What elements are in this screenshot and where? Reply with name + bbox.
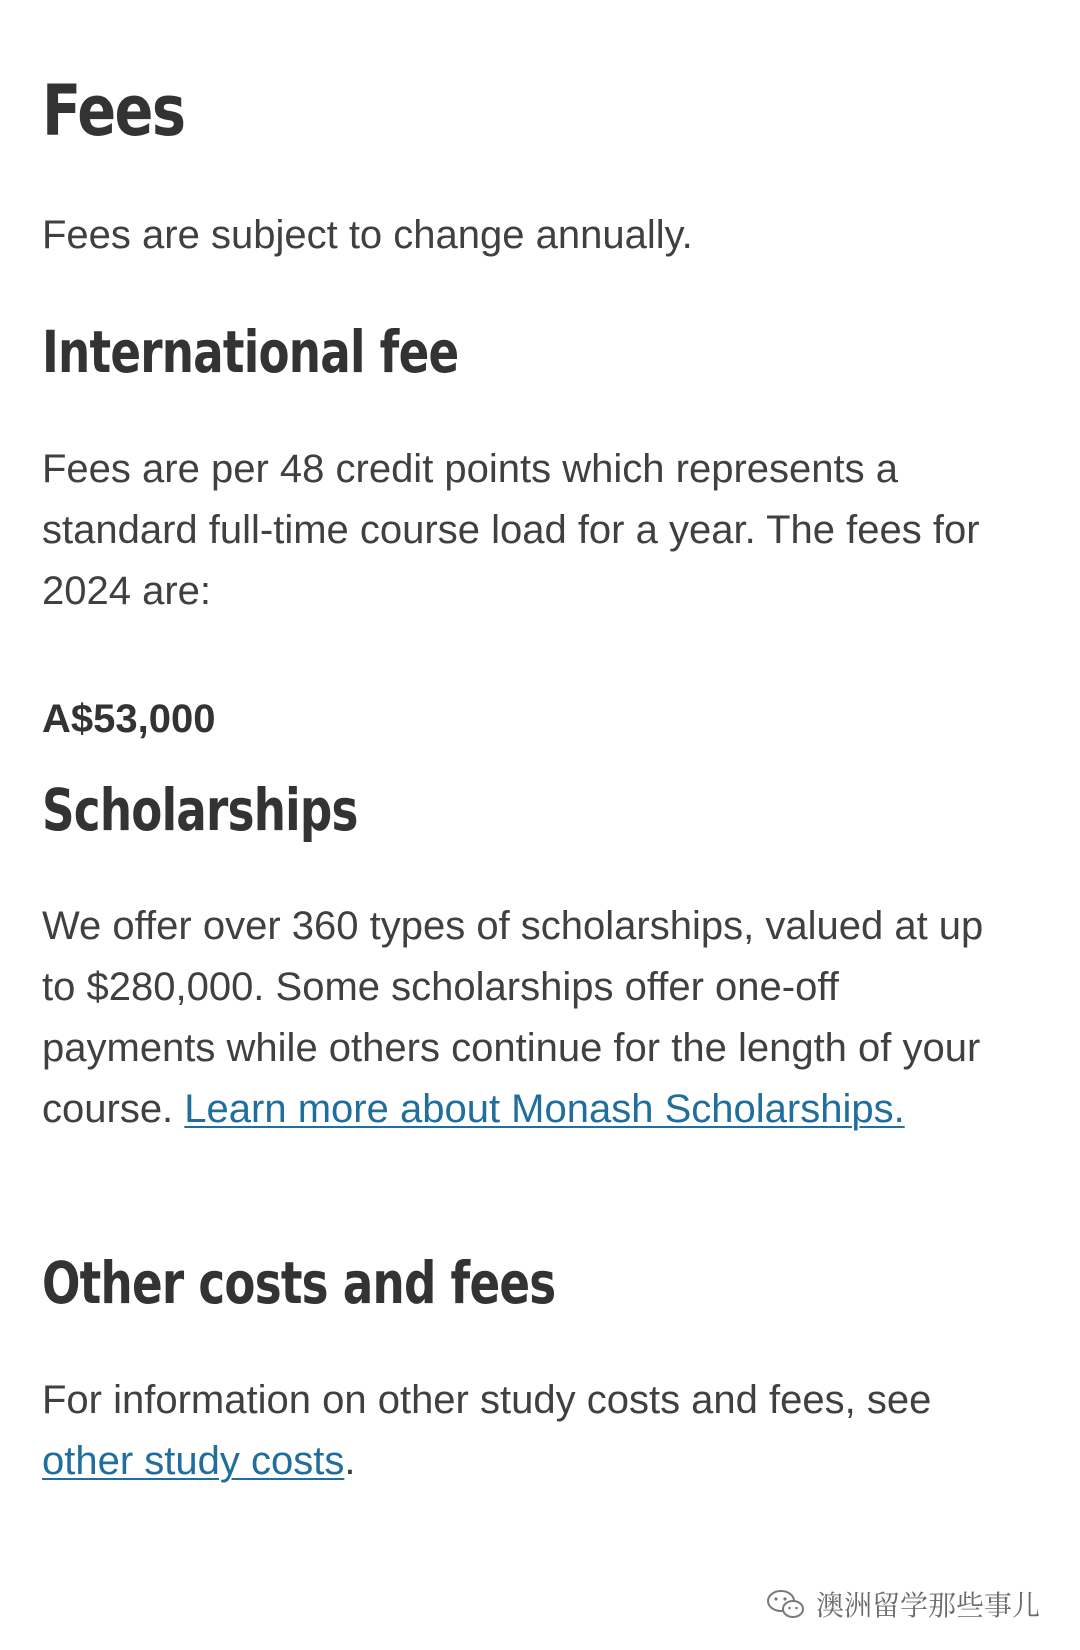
other-costs-description-text: For information on other study costs and fees, see [42,1378,932,1422]
watermark-text: 澳洲留学那些事儿 [815,1589,1040,1622]
other-costs-trailing-punct: . [344,1439,356,1483]
watermark [766,1584,1040,1624]
other-costs-description [42,1370,1002,1492]
page-title: Fees [42,70,185,152]
monash-scholarships-link[interactable]: Learn more about Monash Scholarships. [184,1087,905,1131]
other-study-costs-link[interactable]: other study costs [42,1439,345,1483]
scholarships-description [42,896,1007,1140]
international-fee-description: Fees are per 48 credit points which represents a standard full-time course load for a year. The fees for 2024 are: [42,447,980,613]
international-fee-amount: A$53,000 [42,697,216,741]
wechat-icon [766,1588,806,1620]
scholarships-description-text: We offer over 360 types of scholarships, valued at up to $280,000. Some scholarships offer one-off payments while others continue for the length of your course. [42,904,984,1131]
international-fee-heading: International fee [42,318,459,386]
scholarships-heading: Scholarships [42,776,358,844]
fees-intro-text: Fees are subject to change annually. [42,213,693,257]
other-costs-heading: Other costs and fees [42,1249,556,1317]
